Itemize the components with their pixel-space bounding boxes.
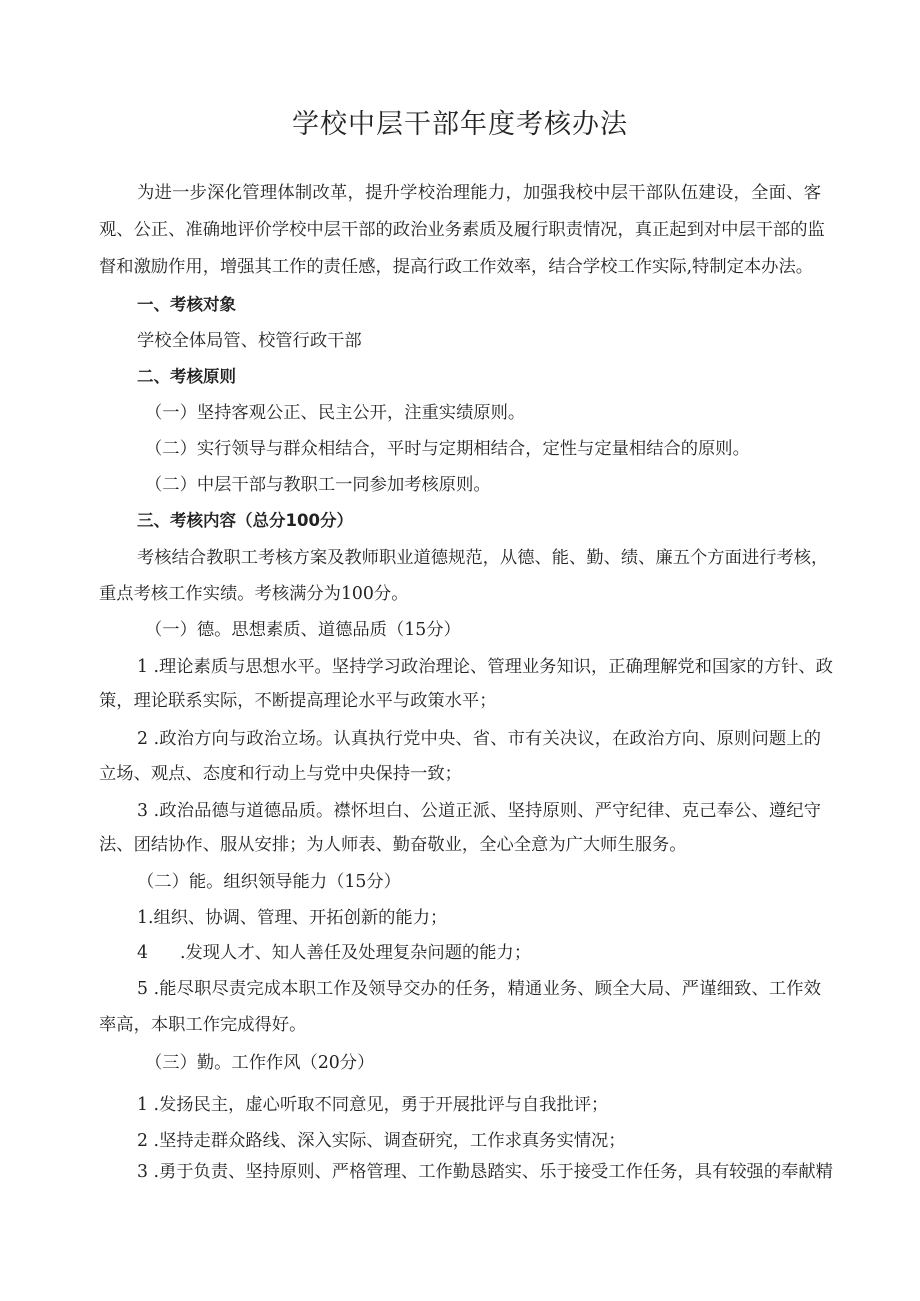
principle-2: （二）实行领导与群众相结合，平时与定期相结合，定性与定量相结合的原则。 xyxy=(145,439,750,459)
de-item-2-line-2: 立场、观点、态度和行动上与党中央保持一致； xyxy=(99,764,462,784)
section-heading-3: 三、考核内容（总分100分） xyxy=(137,511,353,530)
de-item-1-line-1: 1 .理论素质与思想水平。坚持学习政治理论、管理业务知识，正确理解党和国家的方针、政 xyxy=(137,657,833,677)
de-item-1-line-2: 策，理论联系实际，不断提高理论水平与政策水平； xyxy=(99,691,497,711)
neng-item-3-line-1: 5 .能尽职尽责完成本职工作及领导交办的任务，精通业务、顾全大局、严谨细致、工作效 xyxy=(137,979,821,999)
neng-item-2: .发现人才、知人善任及处理复杂问题的能力； xyxy=(180,943,532,963)
qin-item-2: 2 .坚持走群众路线、深入实际、调查研究，工作求真务实情况； xyxy=(137,1131,626,1151)
section-1-text: 学校全体局管、校管行政干部 xyxy=(137,331,362,351)
principle-3: （二）中层干部与教职工一同参加考核原则。 xyxy=(145,475,491,495)
de-item-3-line-1: 3 .政治品德与道德品质。襟怀坦白、公道正派、坚持原则、严守纪律、克己奉公、遵纪守 xyxy=(137,801,821,821)
de-item-2-line-1: 2 .政治方向与政治立场。认真执行党中央、省、市有关决议，在政治方向、原则问题上的 xyxy=(137,729,821,749)
neng-item-2-number: 4 xyxy=(137,943,148,963)
document-title: 学校中层干部年度考核办法 xyxy=(292,109,628,140)
subsection-de: （一）德。思想素质、道德品质（15分） xyxy=(145,620,461,640)
content-intro-line-1: 考核结合教职工考核方案及教师职业道德规范，从德、能、勤、绩、廉五个方面进行考核， xyxy=(137,548,829,568)
section-heading-1: 一、考核对象 xyxy=(137,295,236,314)
intro-line-3: 督和激励作用，增强其工作的责任感，提高行政工作效率，结合学校工作实际,特制定本办法。 xyxy=(99,257,814,277)
content-intro-line-2: 重点考核工作实绩。考核满分为100分。 xyxy=(99,584,409,604)
subsection-neng: （二）能。组织领导能力（15分） xyxy=(137,872,401,892)
intro-line-2: 观、公正、准确地评价学校中层干部的政治业务素质及履行职责情况，真正起到对中层干部的监 xyxy=(99,220,825,240)
intro-line-1: 为进一步深化管理体制改革，提升学校治理能力，加强我校中层干部队伍建设，全面、客 xyxy=(137,183,821,203)
subsection-qin: （三）勤。工作作风（20分） xyxy=(145,1053,375,1073)
neng-item-1: 1.组织、协调、管理、开拓创新的能力； xyxy=(137,908,448,928)
principle-1: （一）坚持客观公正、民主公开，注重实绩原则。 xyxy=(145,403,526,423)
section-heading-2: 二、考核原则 xyxy=(137,367,236,386)
qin-item-3-line-1: 3 .勇于负责、坚持原则、严格管理、工作勤恳踏实、乐于接受工作任务，具有较强的奉献精 xyxy=(137,1162,833,1182)
neng-item-3-line-2: 率高，本职工作完成得好。 xyxy=(99,1015,307,1035)
de-item-3-line-2: 法、团结协作、服从安排；为人师表、勤奋敬业，全心全意为广大师生服务。 xyxy=(99,835,687,855)
qin-item-1: 1 .发扬民主，虚心听取不同意见，勇于开展批评与自我批评； xyxy=(137,1095,609,1115)
